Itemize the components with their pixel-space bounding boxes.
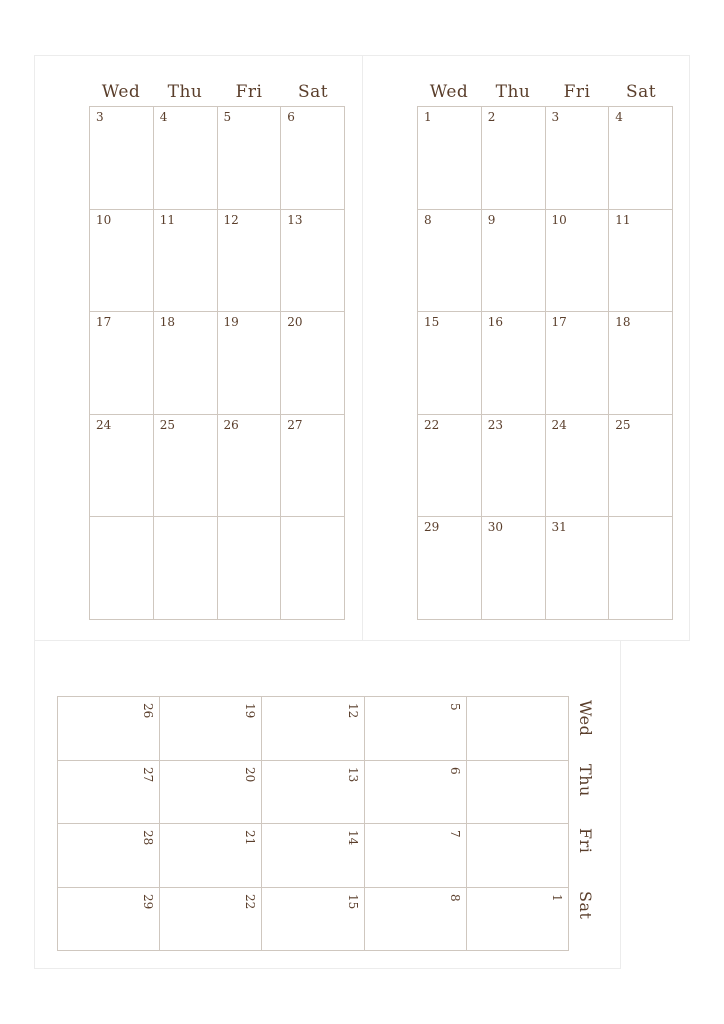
left-date-grid bbox=[89, 106, 345, 620]
date-number: 27 bbox=[141, 766, 156, 782]
date-number: 20 bbox=[243, 766, 258, 782]
bottom-date-grid bbox=[57, 696, 569, 951]
date-number: 24 bbox=[551, 417, 567, 432]
date-number: 12 bbox=[223, 212, 239, 227]
weekday-label: Thu bbox=[167, 82, 203, 102]
date-number: 19 bbox=[243, 703, 258, 719]
date-number: 24 bbox=[96, 417, 112, 432]
date-cell[interactable] bbox=[218, 107, 282, 210]
date-number: 8 bbox=[447, 893, 462, 902]
date-cell[interactable] bbox=[58, 824, 160, 888]
date-cell[interactable] bbox=[482, 210, 546, 313]
date-number: 22 bbox=[243, 893, 258, 909]
date-number: 18 bbox=[615, 315, 631, 330]
date-number: 4 bbox=[615, 110, 623, 124]
date-number: 13 bbox=[345, 766, 360, 782]
date-number: 5 bbox=[447, 703, 462, 711]
date-cell[interactable] bbox=[154, 517, 218, 620]
date-cell[interactable] bbox=[58, 697, 160, 761]
date-cell[interactable] bbox=[90, 312, 154, 415]
weekday-label: Wed bbox=[101, 82, 141, 102]
date-number: 30 bbox=[487, 520, 504, 535]
date-cell[interactable] bbox=[609, 517, 673, 620]
date-number: 31 bbox=[551, 520, 567, 535]
date-cell[interactable] bbox=[160, 761, 262, 825]
date-cell[interactable] bbox=[262, 824, 364, 888]
date-cell[interactable] bbox=[160, 888, 262, 952]
date-cell[interactable] bbox=[160, 824, 262, 888]
date-number: 19 bbox=[223, 315, 239, 330]
date-number: 8 bbox=[424, 212, 432, 227]
date-cell[interactable] bbox=[218, 517, 282, 620]
weekday-label: Fri bbox=[235, 82, 263, 102]
left-weekday-header bbox=[89, 80, 345, 106]
date-cell[interactable] bbox=[154, 312, 218, 415]
date-cell[interactable] bbox=[546, 415, 610, 518]
date-cell[interactable] bbox=[262, 888, 364, 952]
date-cell[interactable] bbox=[90, 107, 154, 210]
date-number: 15 bbox=[345, 893, 360, 909]
date-cell[interactable] bbox=[418, 107, 482, 210]
date-number: 17 bbox=[96, 315, 112, 330]
date-cell[interactable] bbox=[281, 415, 345, 518]
date-cell[interactable] bbox=[418, 415, 482, 518]
date-number: 21 bbox=[243, 830, 258, 846]
date-cell[interactable] bbox=[281, 312, 345, 415]
date-cell[interactable] bbox=[609, 107, 673, 210]
date-cell[interactable] bbox=[160, 697, 262, 761]
date-cell[interactable] bbox=[262, 697, 364, 761]
date-cell[interactable] bbox=[281, 107, 345, 210]
right-weekday-header bbox=[417, 80, 673, 106]
date-cell[interactable] bbox=[609, 312, 673, 415]
date-number: 11 bbox=[615, 212, 631, 227]
date-cell[interactable] bbox=[482, 312, 546, 415]
date-cell[interactable] bbox=[58, 888, 160, 952]
date-cell[interactable] bbox=[482, 415, 546, 518]
date-number: 1 bbox=[424, 110, 432, 124]
date-cell[interactable] bbox=[418, 210, 482, 313]
date-number: 13 bbox=[287, 212, 303, 227]
weekday-label: Fri bbox=[576, 827, 595, 853]
date-cell[interactable] bbox=[281, 210, 345, 313]
date-number: 23 bbox=[487, 417, 504, 432]
date-cell[interactable] bbox=[546, 312, 610, 415]
date-cell[interactable] bbox=[546, 210, 610, 313]
date-number: 10 bbox=[551, 212, 567, 227]
date-cell[interactable] bbox=[609, 415, 673, 518]
date-number: 25 bbox=[159, 417, 176, 432]
date-cell[interactable] bbox=[467, 761, 569, 825]
date-cell[interactable] bbox=[58, 761, 160, 825]
date-cell[interactable] bbox=[546, 107, 610, 210]
date-cell[interactable] bbox=[281, 517, 345, 620]
date-number: 26 bbox=[141, 703, 156, 719]
date-number: 7 bbox=[447, 830, 462, 838]
date-number: 17 bbox=[551, 315, 567, 330]
weekday-row bbox=[569, 760, 601, 824]
date-number: 22 bbox=[424, 417, 440, 432]
date-number: 11 bbox=[159, 212, 176, 227]
date-number: 25 bbox=[615, 417, 631, 432]
date-cell[interactable] bbox=[154, 415, 218, 518]
date-cell[interactable] bbox=[467, 888, 569, 952]
date-cell[interactable] bbox=[218, 415, 282, 518]
right-calendar bbox=[417, 80, 673, 620]
weekday-row bbox=[569, 887, 601, 951]
date-number: 4 bbox=[159, 110, 168, 124]
left-calendar bbox=[89, 80, 345, 620]
date-cell[interactable] bbox=[154, 210, 218, 313]
date-cell[interactable] bbox=[218, 210, 282, 313]
date-cell[interactable] bbox=[90, 210, 154, 313]
weekday-row bbox=[569, 824, 601, 888]
date-number: 28 bbox=[141, 830, 156, 846]
date-cell[interactable] bbox=[467, 824, 569, 888]
date-number: 27 bbox=[287, 417, 303, 432]
date-number: 16 bbox=[487, 315, 504, 330]
date-number: 18 bbox=[159, 315, 176, 330]
bottom-rotated-calendar bbox=[57, 696, 601, 951]
date-cell[interactable] bbox=[365, 697, 467, 761]
right-date-grid bbox=[417, 106, 673, 620]
date-cell[interactable] bbox=[482, 107, 546, 210]
date-cell[interactable] bbox=[90, 517, 154, 620]
date-number: 6 bbox=[447, 766, 462, 775]
date-number: 6 bbox=[287, 110, 295, 124]
date-number: 1 bbox=[549, 893, 564, 902]
date-number: 15 bbox=[424, 315, 440, 330]
weekday-label: Fri bbox=[563, 82, 591, 102]
date-cell[interactable] bbox=[154, 107, 218, 210]
date-cell[interactable] bbox=[262, 761, 364, 825]
weekday-label: Wed bbox=[576, 700, 595, 737]
bottom-weekday-header bbox=[569, 696, 601, 951]
date-number: 9 bbox=[487, 212, 496, 227]
date-number: 14 bbox=[345, 830, 360, 846]
weekday-label: Thu bbox=[576, 763, 595, 797]
weekday-label: Sat bbox=[297, 82, 329, 102]
weekday-label: Wed bbox=[429, 82, 469, 102]
weekday-label: Sat bbox=[625, 82, 657, 102]
date-number: 10 bbox=[96, 212, 112, 227]
date-number: 29 bbox=[424, 520, 440, 535]
date-cell[interactable] bbox=[365, 761, 467, 825]
date-number: 3 bbox=[551, 110, 560, 124]
date-number: 26 bbox=[223, 417, 239, 432]
date-number: 12 bbox=[345, 703, 360, 719]
date-cell[interactable] bbox=[482, 517, 546, 620]
date-cell[interactable] bbox=[365, 888, 467, 952]
date-cell[interactable] bbox=[365, 824, 467, 888]
date-number: 3 bbox=[96, 110, 104, 124]
weekday-label: Thu bbox=[495, 82, 531, 102]
date-cell[interactable] bbox=[218, 312, 282, 415]
date-number: 5 bbox=[223, 110, 232, 124]
date-cell[interactable] bbox=[467, 697, 569, 761]
date-number: 20 bbox=[287, 315, 303, 330]
date-cell[interactable] bbox=[418, 517, 482, 620]
date-number: 2 bbox=[487, 110, 496, 124]
date-cell[interactable] bbox=[418, 312, 482, 415]
date-number: 29 bbox=[141, 893, 156, 909]
weekday-label: Sat bbox=[576, 891, 595, 920]
date-cell[interactable] bbox=[609, 210, 673, 313]
weekday-row bbox=[569, 696, 601, 760]
date-cell[interactable] bbox=[546, 517, 610, 620]
date-cell[interactable] bbox=[90, 415, 154, 518]
